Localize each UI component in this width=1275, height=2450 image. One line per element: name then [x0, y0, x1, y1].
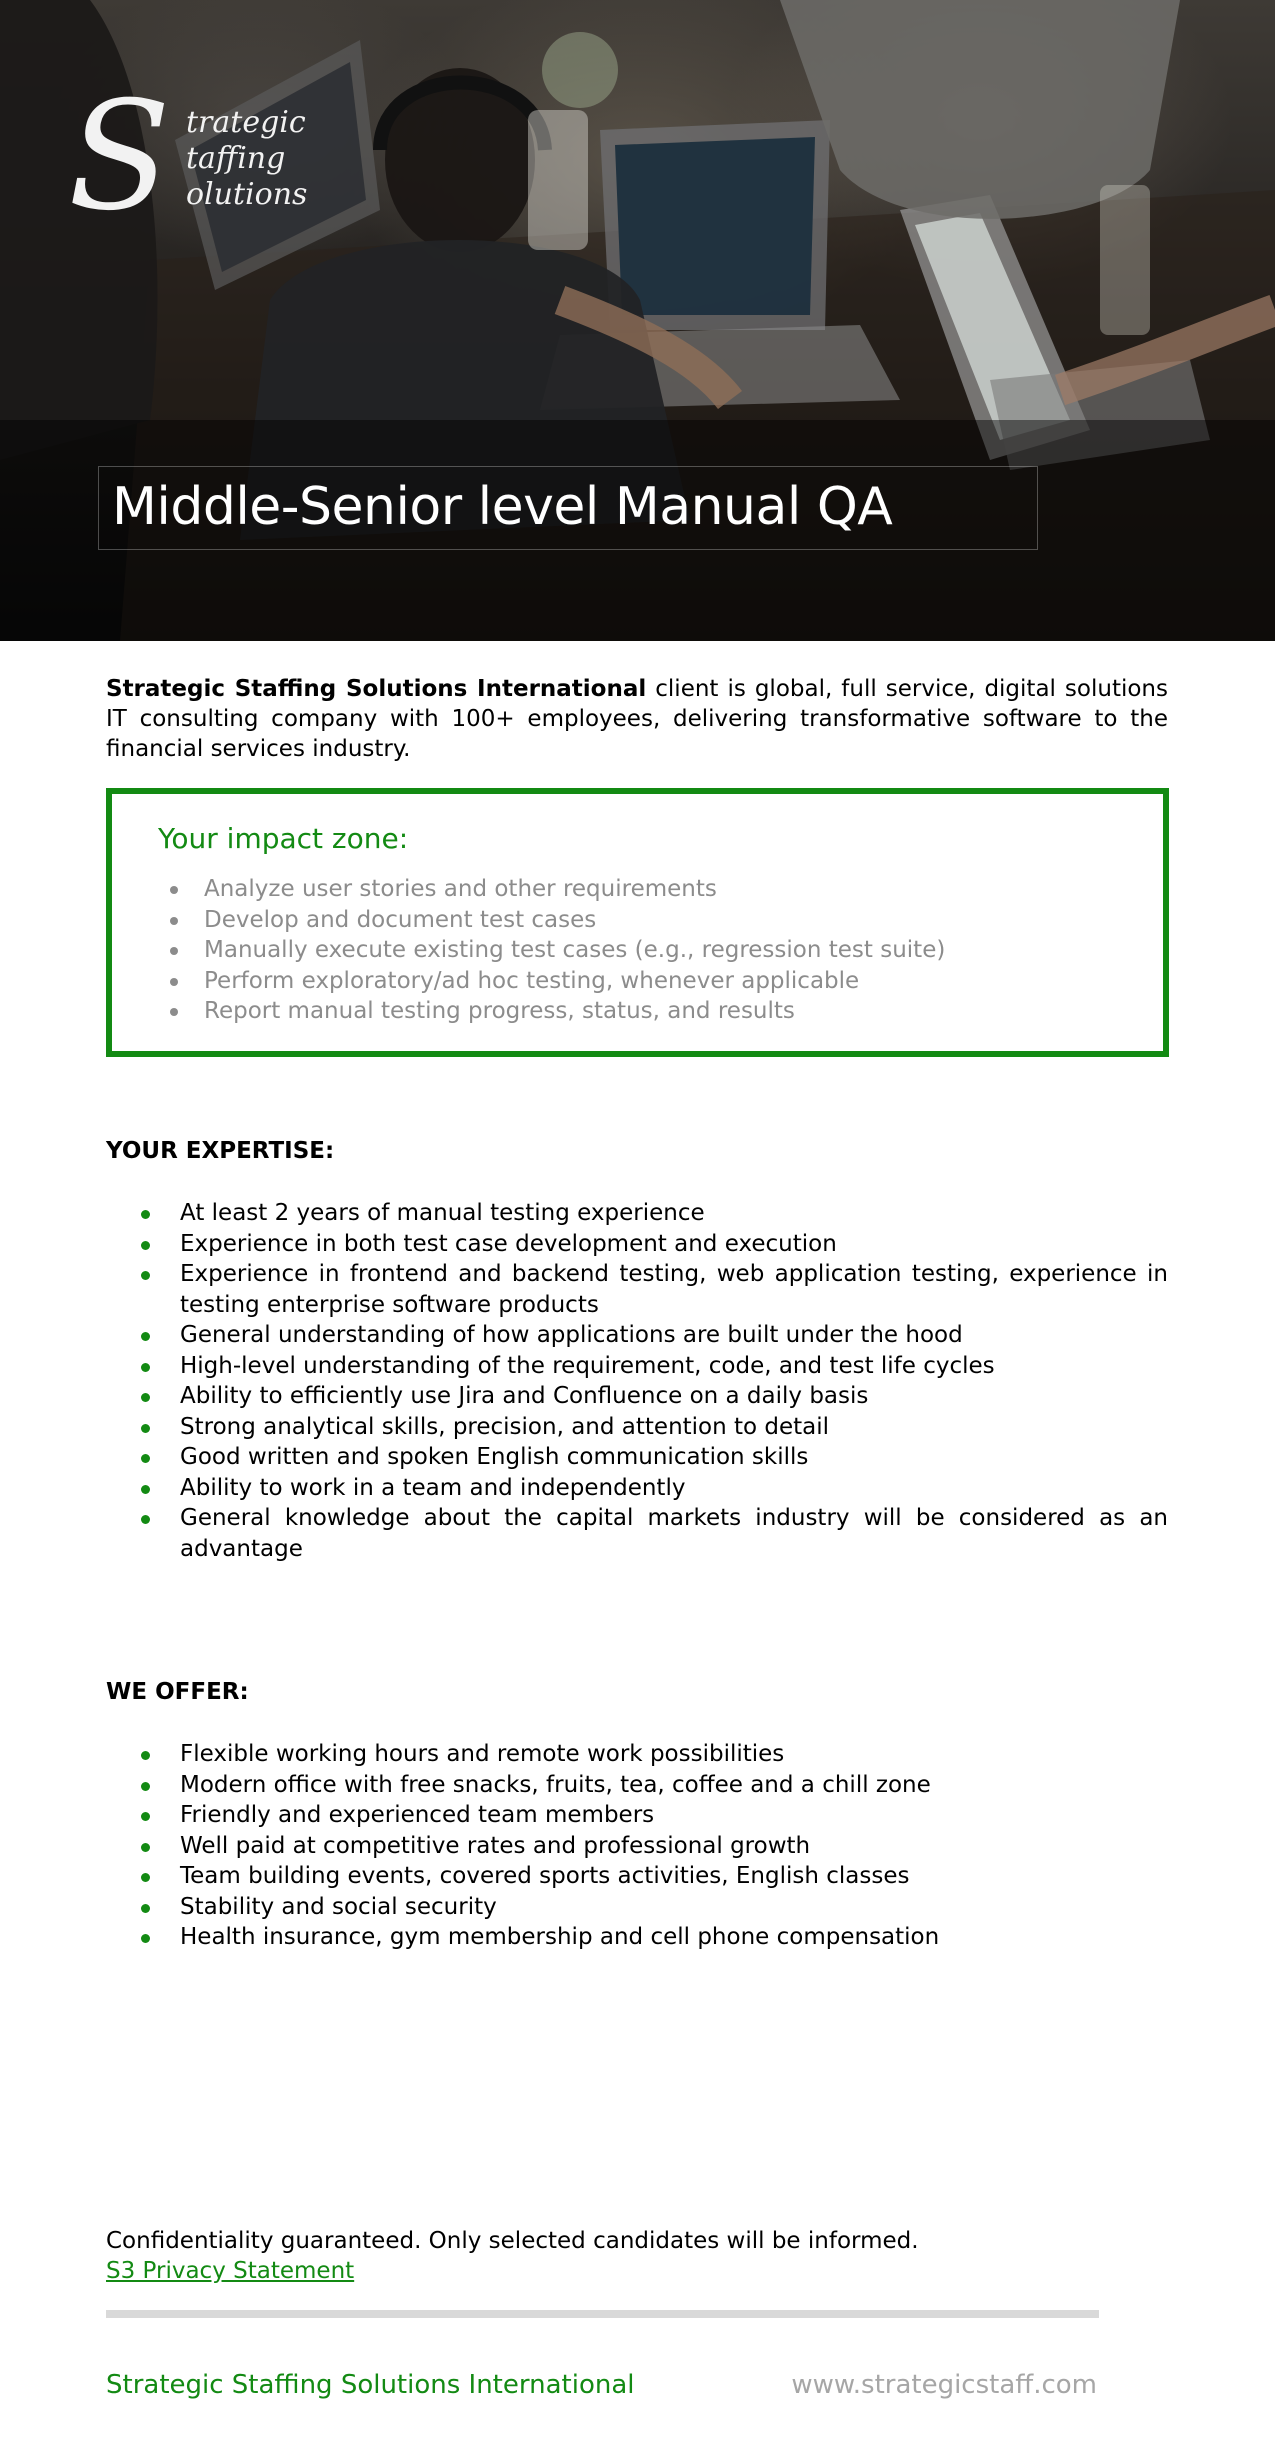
- job-title: Middle-Senior level Manual QA: [112, 477, 893, 537]
- footer-divider: [106, 2310, 1099, 2318]
- list-item: At least 2 years of manual testing experience: [106, 1198, 1168, 1229]
- list-item: Flexible working hours and remote work possibilities: [106, 1739, 1168, 1770]
- list-item: Strong analytical skills, precision, and attention to detail: [106, 1412, 1168, 1443]
- list-item: General knowledge about the capital markets industry will be considered as an advantage: [106, 1503, 1168, 1564]
- logo-line-3: olutions: [186, 177, 308, 212]
- list-item: Friendly and experienced team members: [106, 1800, 1168, 1831]
- footer-website: www.strategicstaff.com: [791, 2370, 1097, 2400]
- impact-zone-box: [106, 788, 1169, 1057]
- privacy-statement-link[interactable]: S3 Privacy Statement: [106, 2258, 355, 2284]
- logo-line-1: trategic: [186, 105, 306, 140]
- list-item: Team building events, covered sports activities, English classes: [106, 1861, 1168, 1892]
- list-item: Develop and document test cases: [170, 905, 945, 936]
- hero-banner: [0, 0, 1275, 641]
- list-item: Good written and spoken English communication skills: [106, 1442, 1168, 1473]
- offer-list: [106, 1739, 1168, 1953]
- list-item: Experience in both test case development and execution: [106, 1229, 1168, 1260]
- expertise-list: [106, 1198, 1168, 1564]
- expertise-heading: YOUR EXPERTISE:: [106, 1138, 335, 1164]
- list-item: Health insurance, gym membership and cell phone compensation: [106, 1922, 1168, 1953]
- company-logo: [68, 70, 308, 246]
- list-item: General understanding of how applications are built under the hood: [106, 1320, 1168, 1351]
- confidentiality-note: Confidentiality guaranteed. Only selected candidates will be informed.: [106, 2228, 919, 2254]
- list-item: Ability to work in a team and independently: [106, 1473, 1168, 1504]
- list-item: Perform exploratory/ad hoc testing, whenever applicable: [170, 966, 945, 997]
- impact-zone-list: [170, 874, 945, 1027]
- list-item: Well paid at competitive rates and professional growth: [106, 1831, 1168, 1862]
- list-item: High-level understanding of the requirement, code, and test life cycles: [106, 1351, 1168, 1382]
- list-item: Modern office with free snacks, fruits, tea, coffee and a chill zone: [106, 1770, 1168, 1801]
- logo-letter: S: [68, 70, 171, 244]
- list-item: Ability to efficiently use Jira and Confluence on a daily basis: [106, 1381, 1168, 1412]
- list-item: Stability and social security: [106, 1892, 1168, 1923]
- list-item: Report manual testing progress, status, and results: [170, 996, 945, 1027]
- company-intro: [106, 674, 1168, 764]
- list-item: Experience in frontend and backend testing, web application testing, experience in testing enterprise software products: [106, 1259, 1168, 1320]
- intro-company-name: Strategic Staffing Solutions International: [106, 676, 647, 702]
- impact-zone-heading: Your impact zone:: [158, 822, 409, 855]
- footer-company-name: Strategic Staffing Solutions International: [106, 2370, 635, 2400]
- intro-text: client is global, full service, digital solutions IT consulting company with 100+ employees, delivering transformative software to the financial services industry.: [106, 676, 1168, 762]
- logo-line-2: taffing: [186, 141, 286, 176]
- list-item: Manually execute existing test cases (e.g., regression test suite): [170, 935, 945, 966]
- offer-heading: WE OFFER:: [106, 1679, 249, 1705]
- list-item: Analyze user stories and other requirements: [170, 874, 945, 905]
